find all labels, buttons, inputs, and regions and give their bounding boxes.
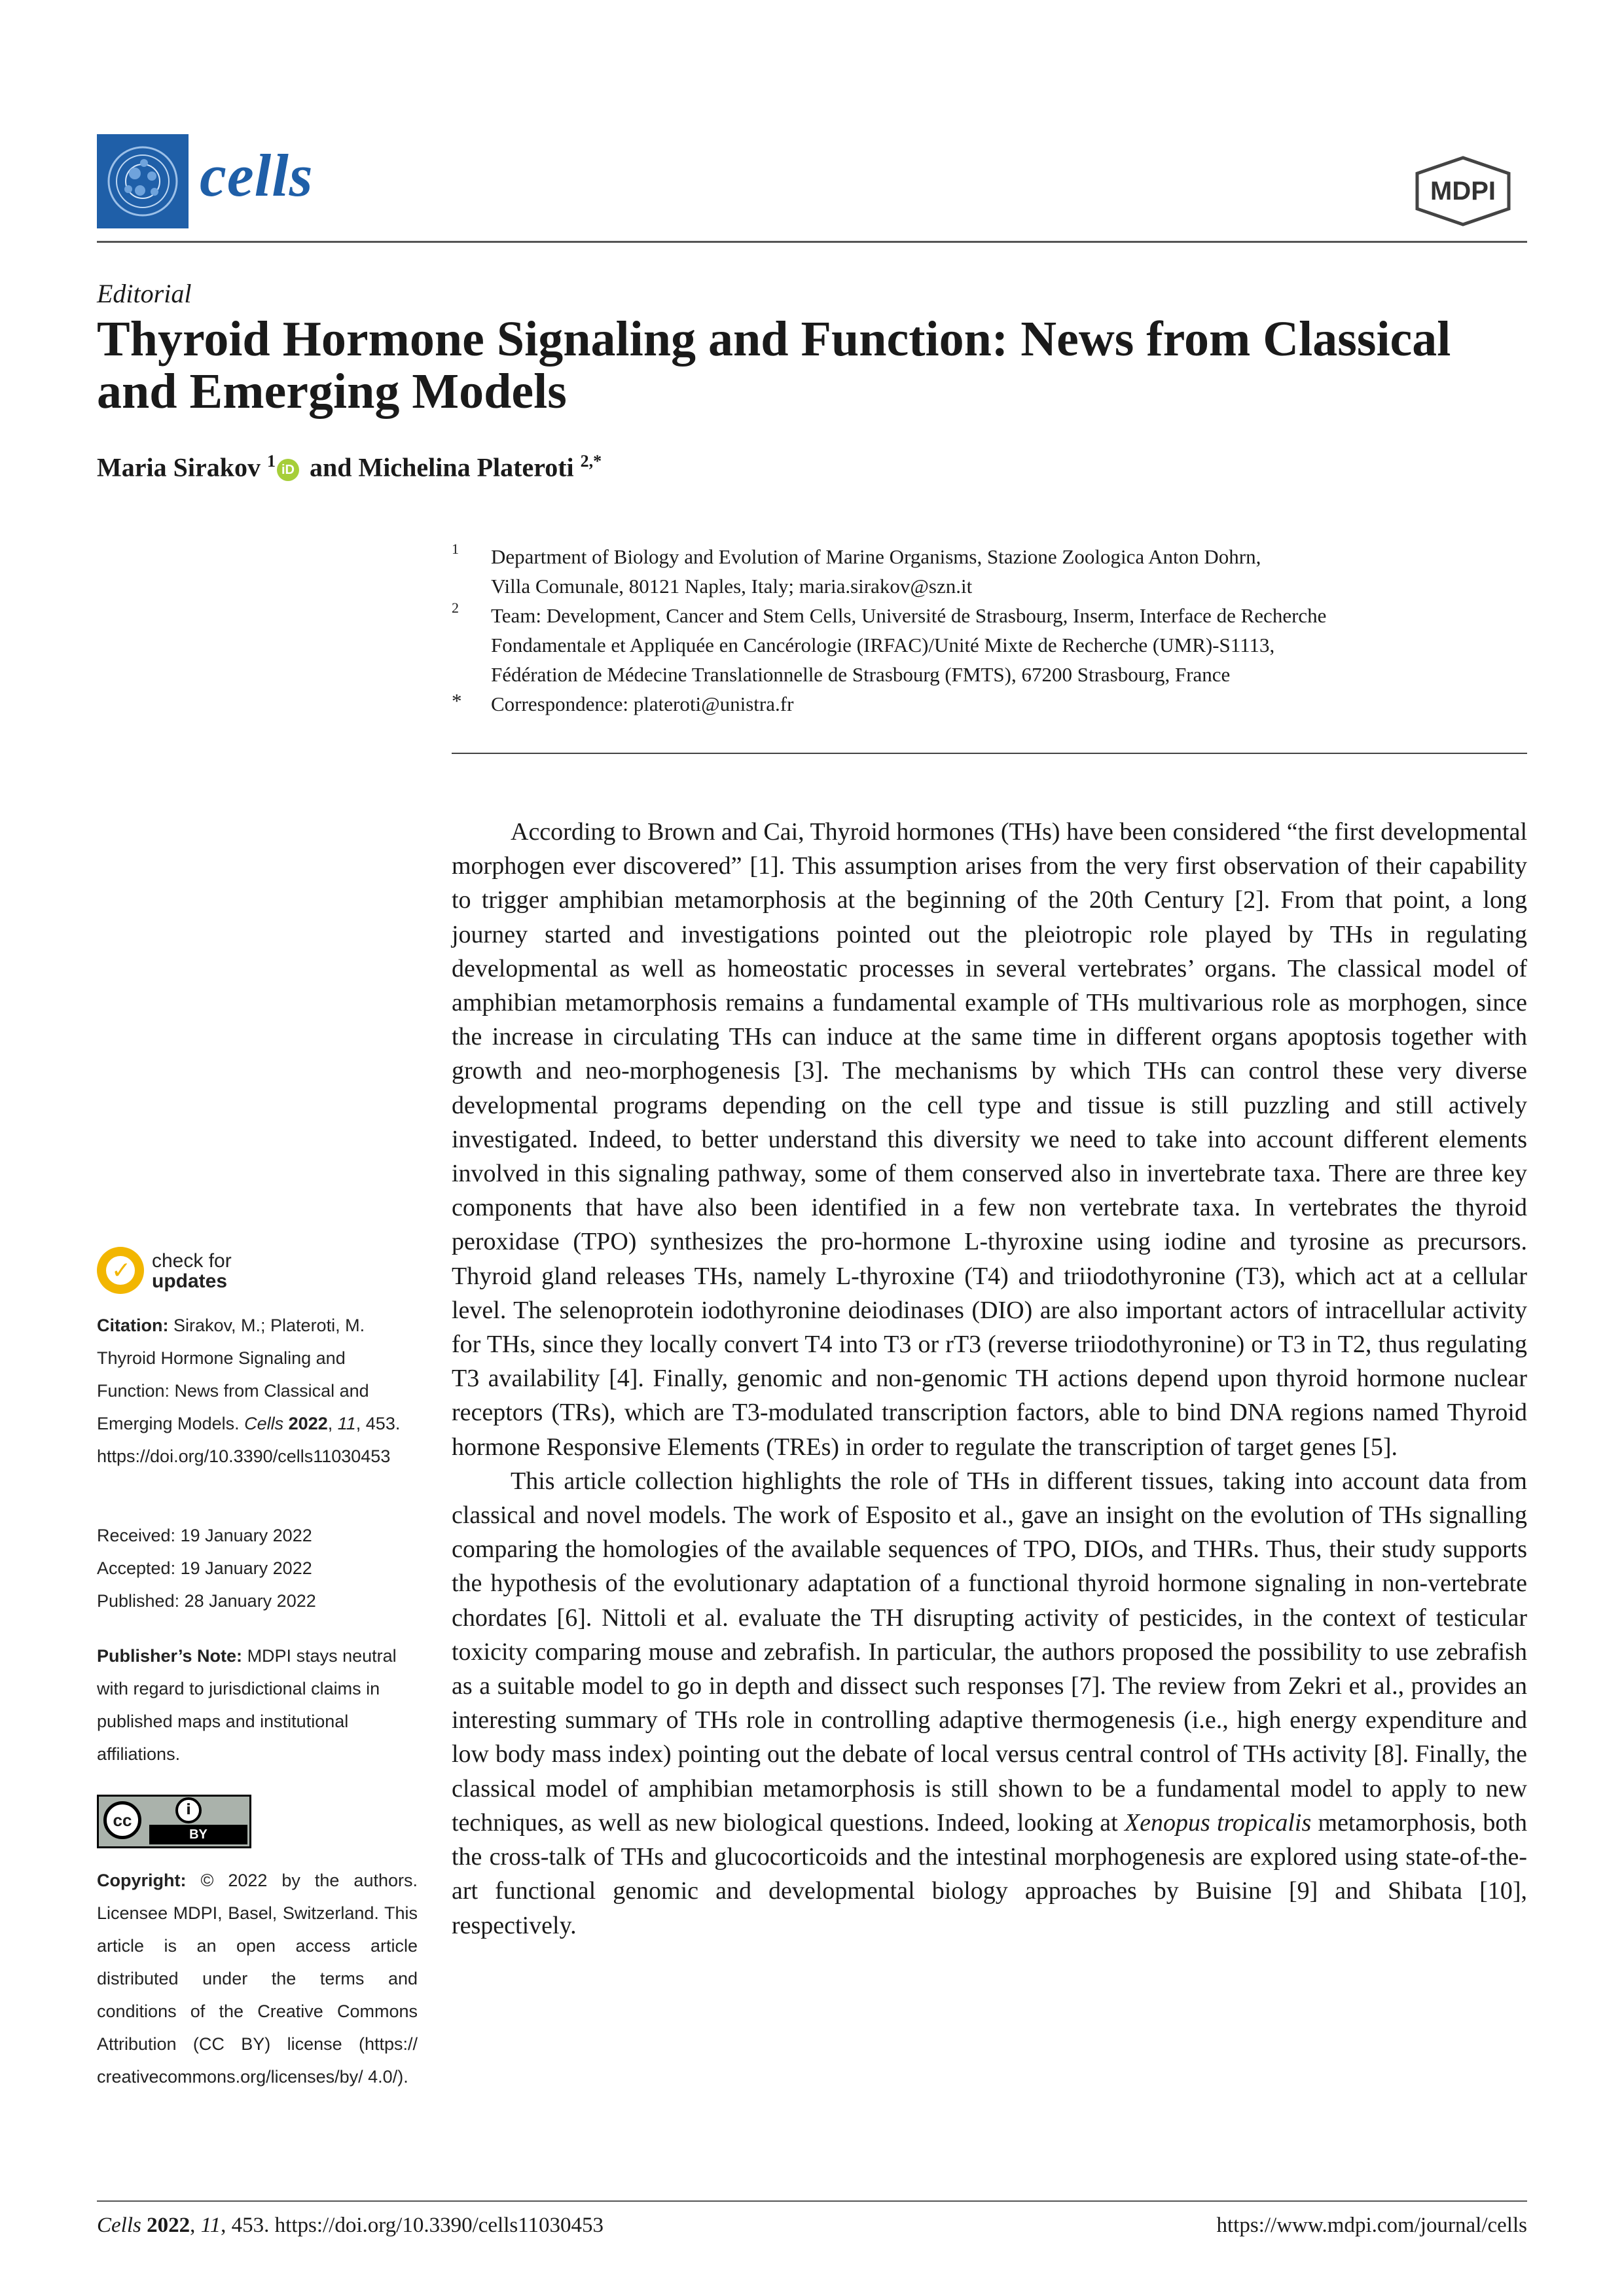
received-date: Received: 19 January 2022 (97, 1526, 312, 1545)
correspondence: Correspondence: plateroti@unistra.fr (491, 692, 794, 715)
published-date: Published: 28 January 2022 (97, 1591, 316, 1611)
affiliation-rule (452, 753, 1527, 754)
publisher-note: Publisher’s Note: MDPI stays neutral with regard to jurisdictional claims in published maps and institutional affiliations. (97, 1646, 397, 1764)
svg-text:MDPI: MDPI (1430, 177, 1496, 206)
affiliation-ref: 1 (266, 452, 276, 471)
copyright: Copyright: © 2022 by the authors. Licensee MDPI, Basel, Switzerland. This article is an open access article distributed under the terms and conditions of the Creative Commons Attribution (CC BY) license (https:// creativecommons.org/licenses/by/ 4.0/). (97, 1871, 418, 2087)
author-name[interactable]: and Michelina Plateroti (309, 452, 574, 482)
accepted-date: Accepted: 19 January 2022 (97, 1558, 312, 1578)
check-for-updates-label[interactable]: updates (152, 1270, 228, 1292)
citation: Citation: Sirakov, M.; Plateroti, M. Thyroid Hormone Signaling and Function: News from Classical and Emerging Models. Cells 2022, 11, 453. https://doi.org/10.3390/cells11030453 (97, 1316, 401, 1466)
journal-url-link[interactable]: https://www.mdpi.com/journal/cells (1216, 2214, 1527, 2237)
paragraph: According to Brown and Cai, Thyroid hormones (THs) have been considered “the first developmental morphogen ever discovered” [1]. This assumption arises from the very first observation of their capability to trigger amphibian metamorphosis at the beginning of the 20th Century [2]. From that point, a long journey started and investigations pointed out the pleiotropic role played by THs in regulating developmental as well as homeostatic processes in several vertebrates’ organs. The classical model of amphibian metamorphosis remains a fundamental example of THs multivarious role as morphogen, since the increase in circulating THs can induce at the same time in different organs apoptosis together with growth and neo-morphogenesis [3]. The mechanisms by which THs can control these very diverse developmental programs depending on the cell type and tissue is still puzzling and still actively investigated. Indeed, to better understand this diversity we need to take into account different elements involved in this signaling pathway, some of them conserved also in invertebrate taxa. There are three key components that have also been identified in a few non vertebrate taxa. In vertebrates the thyroid peroxidase (TPO) synthesizes the pro-hormone L-thyroxine using iodine and tyrosine as precursors. Thyroid gland releases THs, namely L-thyroxine (T4) and triiodothyronine (T3), which act at a cellular level. The selenoprotein iodothyronine deiodinases (DIO) are also important actors of intracellular activity for THs, since they locally convert T4 into T3 or rT3 (reverse triiodothyronine) or T3 in T2, thus regulating T3 availability [4]. Finally, genomic and non-genomic TH actions depend upon thyroid hormone nuclear receptors (TRs), which are T3-modulated transcription factors, able to bind DNA regions named Thyroid hormone Responsive Elements (TREs) in order to regulate the transcription of target genes [5]. (452, 818, 1527, 1461)
attribution-icon: i (175, 1797, 202, 1823)
footer-citation: Cells 2022, 11, 453. https://doi.org/10.3390/cells11030453 (97, 2214, 604, 2237)
header-rule (97, 241, 1527, 243)
paragraph: This article collection highlights the role of THs in different tissues, taking into account data from classical and novel models. The work of Esposito et al., gave an insight on the evolution of THs signalling comparing the homologies of the available sequences of TPO, DIOs, and THRs. Thus, their study supports the hypothesis of the evolutionary adaptation of a functional thyroid hormone signaling in non-vertebrate chordates [6]. Nittoli et al. evaluate the TH disrupting activity of pesticides, in the context of testicular toxicity comparing mouse and zebrafish. In particular, the authors proposed the possibility to use zebrafish as a suitable model to go in depth and dissect such responses [7]. The review from Zekri et al., provides an interesting summary of THs role in controlling adaptive thermogenesis (i.e., high energy expenditure and low body mass index) pointing out the debate of local versus central control of THs activity [8]. Finally, the classical model of amphibian metamorphosis is still shown to be a fundamental model to apply to new techniques, as well as new biological questions. Indeed, looking at Xenopus tropicalis metamorphosis, both the cross-talk of THs and glucocorticoids and the intestinal morphogenesis are explored using state-of-the-art functional genomic and developmental biology approaches by Buisine [9] and Shibata [10], respectively. (452, 1467, 1527, 1939)
article-type: Editorial (97, 279, 192, 308)
author-name[interactable]: Maria Sirakov (97, 452, 261, 482)
affiliation-number: 1 (452, 541, 459, 557)
affiliation-ref: 2,* (580, 452, 602, 471)
affiliation-2: Team: Development, Cancer and Stem Cells, Université de Strasbourg, Inserm, Interface de Recherche Fondamentale et Appliquée en Cancérologie (IRFAC)/Unité Mixte de Recherche (UMR)-S1113, Fédération de Médecine Translationnelle de Strasbourg (FMTS), 67200 Strasbourg, France (491, 604, 1327, 686)
by-label: BY (149, 1825, 247, 1844)
orcid-icon[interactable]: iD (277, 459, 299, 481)
author-list (97, 452, 602, 482)
journal-name: cells (200, 142, 314, 209)
article-body (452, 815, 1527, 1943)
article-title: Thyroid Hormone Signaling and Function: News from Classical and Emerging Models (97, 312, 1451, 419)
correspondence-mark: * (452, 689, 462, 712)
footer-rule (97, 2200, 1527, 2202)
checkmark-icon: ✓ (111, 1257, 132, 1284)
check-for-updates-label[interactable]: check for (152, 1250, 232, 1272)
affiliation-1: Department of Biology and Evolution of Marine Organisms, Stazione Zoologica Anton Dohrn, Villa Comunale, 80121 Naples, Italy; maria.sirakov@szn.it (491, 545, 1261, 598)
creative-commons-icon: cc (103, 1801, 141, 1839)
mdpi-logo (1411, 155, 1515, 227)
cells-journal-logo-icon (97, 134, 189, 228)
affiliation-number: 2 (452, 600, 459, 616)
